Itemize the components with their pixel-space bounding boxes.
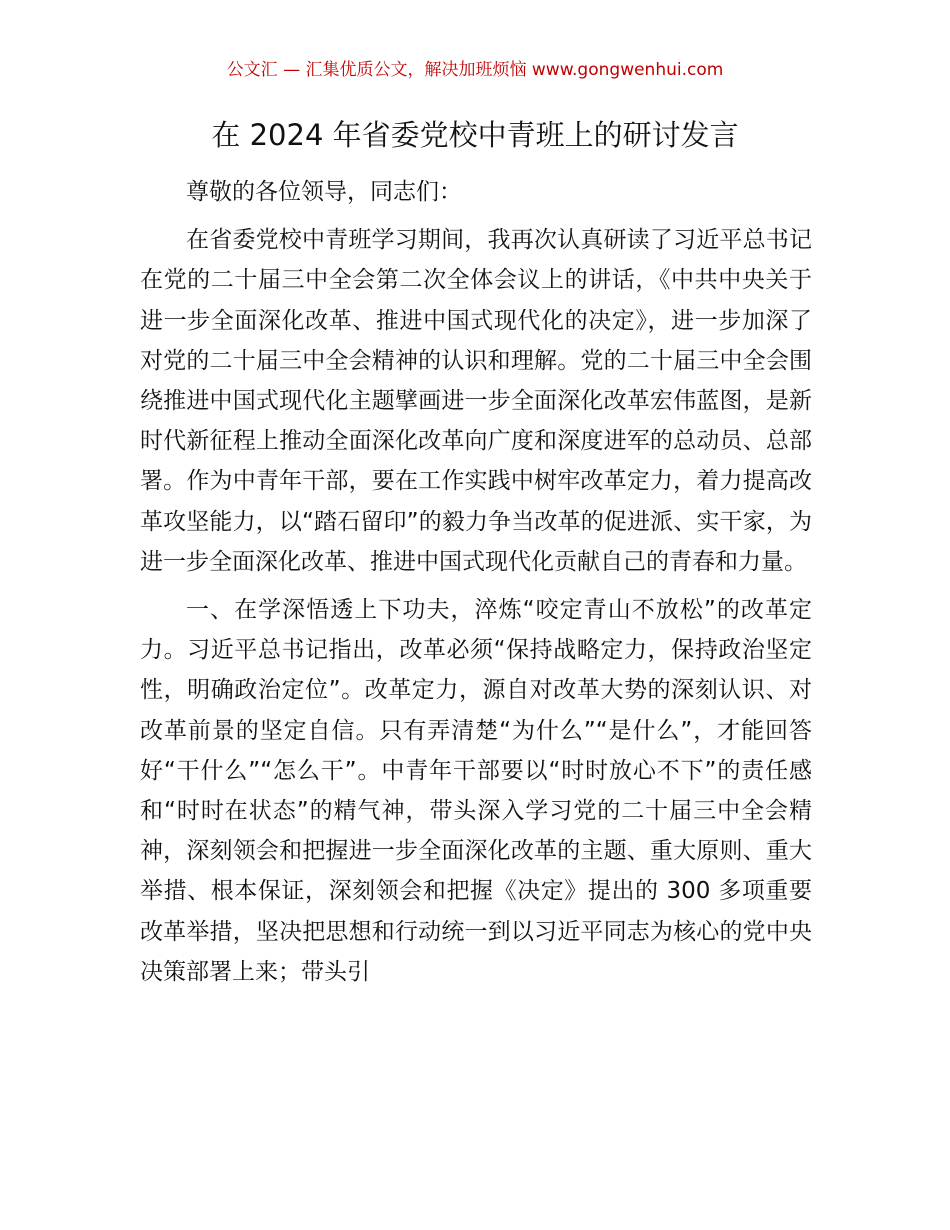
paragraph-intro: 在省委党校中青班学习期间，我再次认真研读了习近平总书记在党的二十届三中全会第二次全体会议上的讲话，《中共中央关于进一步全面深化改革、推进中国式现代化的决定》，进一步加深了对党的二十届三中全会精神的认识和理解。党的二十届三中全会围绕推进中国式现代化主题擘画进一步全面深化改革宏伟蓝图，是新时代新征程上推动全面深化改革向广度和深度进军的总动员、总部署。作为中青年干部，要在工作实践中树牢改革定力，着力提高改革攻坚能力，以“踏石留印”的毅力争当改革的促进派、实干家，为进一步全面深化改革、推进中国式现代化贡献自己的青春和力量。 bbox=[140, 227, 812, 575]
salutation: 尊敬的各位领导，同志们： bbox=[186, 179, 462, 205]
paragraph-section-one: 一、在学深悟透上下功夫，淬炼“咬定青山不放松”的改革定力。习近平总书记指出，改革必须“保持战略定力，保持政治坚定性，明确政治定位”。改革定力，源自对改革大势的深刻认识、对改革前景的坚定自信。只有弄清楚“为什么”“是什么”，才能回答好“干什么”“怎么干”。中青年干部要以“时时放心不下”的责任感和“时时在状态”的精气神，带头深入学习党的二十届三中全会精神，深刻领会和把握进一步全面深化改革的主题、重大原则、重大举措、根本保证，深刻领会和把握《决定》提出的 300 多项重要改革举措，坚决把思想和行动统一到以习近平同志为核心的党中央决策部署上来；带头引 bbox=[140, 597, 812, 985]
document-body bbox=[140, 172, 812, 992]
page-title: 在 2024 年省委党校中青班上的研讨发言 bbox=[211, 118, 739, 152]
site-header-line: 公文汇 — 汇集优质公文，解决加班烦恼 www.gongwenhui.com bbox=[226, 60, 724, 80]
